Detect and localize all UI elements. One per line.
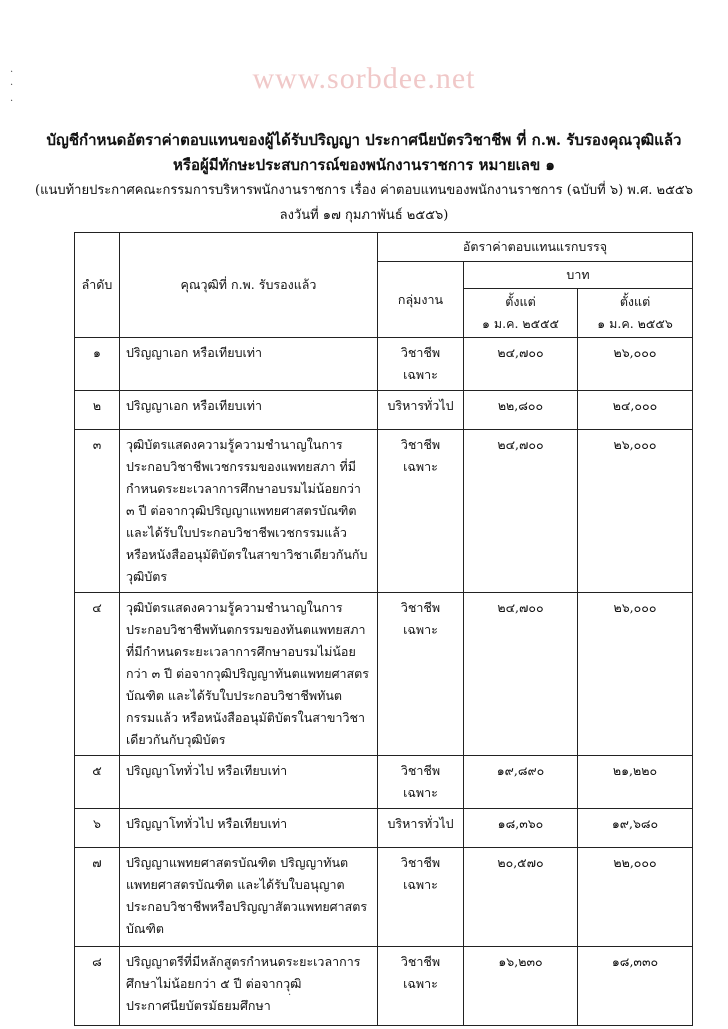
table-row (75, 338, 693, 391)
scan-specks: . · · (10, 64, 14, 107)
row-rate-2556: ๒๖,๐๐๐ (578, 338, 693, 391)
row-job-group: วิชาชีพเฉพาะ (378, 593, 464, 756)
header-from-2555: ตั้งแต่ ๑ ม.ค. ๒๕๕๕ (464, 289, 578, 338)
row-job-group: วิชาชีพเฉพาะ (378, 848, 464, 947)
row-rate-2555: ๑๘,๓๖๐ (464, 809, 578, 848)
row-no: ๘ (75, 947, 120, 1026)
header-no: ลำดับ (75, 233, 120, 338)
row-rate-2555: ๒๔,๗๐๐ (464, 430, 578, 593)
title-line-2: หรือผู้มีทักษะประสบการณ์ของพนักงานราชการ หมายเลข ๑ (173, 156, 555, 174)
table-row (75, 947, 693, 1026)
watermark: www.sorbdee.net (252, 62, 476, 95)
row-job-group: วิชาชีพเฉพาะ (378, 756, 464, 809)
row-rate-2555: ๒๐,๕๗๐ (464, 848, 578, 947)
row-qualification: ปริญญาโททั่วไป หรือเทียบเท่า (120, 756, 378, 809)
row-no: ๕ (75, 756, 120, 809)
compensation-table (74, 232, 693, 1026)
row-rate-2556: ๒๖,๐๐๐ (578, 430, 693, 593)
header-currency: บาท (464, 262, 693, 289)
document-heading (0, 128, 728, 228)
title-line-1: บัญชีกำหนดอัตราค่าตอบแทนของผู้ได้รับปริญญา ประกาศนียบัตรวิชาชีพ ที่ ก.พ. รับรองคุณวุฒิแล้ว (46, 131, 682, 149)
row-no: ๒ (75, 391, 120, 430)
table-row (75, 391, 693, 430)
row-qualification: ปริญญาตรีที่มีหลักสูตรกำหนดระยะเวลาการศึกษาไม่น้อยกว่า ๕ ปี ต่อจากวุฒิประกาศนียบัตรมัธยมศึกษา (120, 947, 378, 1026)
row-rate-2555: ๑๙,๘๙๐ (464, 756, 578, 809)
row-qualification: ปริญญาแพทยศาสตรบัณฑิต ปริญญาทันตแพทยศาสตรบัณฑิต และได้รับใบอนุญาตประกอบวิชาชีพหรือปริญญาสัตวแพทยศาสตรบัณฑิต (120, 848, 378, 947)
row-rate-2555: ๑๖,๒๓๐ (464, 947, 578, 1026)
row-no: ๓ (75, 430, 120, 593)
row-job-group: วิชาชีพเฉพาะ (378, 430, 464, 593)
row-no: ๖ (75, 809, 120, 848)
row-no: ๔ (75, 593, 120, 756)
row-job-group: วิชาชีพเฉพาะ (378, 338, 464, 391)
row-qualification: ปริญญาเอก หรือเทียบเท่า (120, 338, 378, 391)
table-row (75, 809, 693, 848)
row-qualification: ปริญญาเอก หรือเทียบเท่า (120, 391, 378, 430)
row-no: ๗ (75, 848, 120, 947)
row-job-group: บริหารทั่วไป (378, 391, 464, 430)
footer-mark: · (288, 990, 292, 1001)
header-job-group: กลุ่มงาน (378, 262, 464, 338)
row-qualification: วุฒิบัตรแสดงความรู้ความชำนาญในการประกอบวิชาชีพเวชกรรมของแพทยสภา ที่มีกำหนดระยะเวลาการศึกษาอบรมไม่น้อยกว่า ๓ ปี ต่อจากวุฒิปริญญาแพทยศาสตรบัณฑิต และได้รับใบประกอบวิชาชีพเวชกรรมแล้ว หรือหนังสืออนุมัติบัตรในสาขาวิชาเดียวกันกับวุฒิบัตร (120, 430, 378, 593)
row-rate-2556: ๑๘,๓๓๐ (578, 947, 693, 1026)
table-row (75, 756, 693, 809)
table-row (75, 430, 693, 593)
row-job-group: บริหารทั่วไป (378, 809, 464, 848)
row-rate-2555: ๒๒,๘๐๐ (464, 391, 578, 430)
row-rate-2556: ๒๖,๐๐๐ (578, 593, 693, 756)
header-qualification: คุณวุฒิที่ ก.พ. รับรองแล้ว (120, 233, 378, 338)
header-from-2556: ตั้งแต่ ๑ ม.ค. ๒๕๕๖ (578, 289, 693, 338)
row-qualification: ปริญญาโททั่วไป หรือเทียบเท่า (120, 809, 378, 848)
row-no: ๑ (75, 338, 120, 391)
row-qualification: วุฒิบัตรแสดงความรู้ความชำนาญในการประกอบวิชาชีพทันตกรรมของทันตแพทยสภา ที่มีกำหนดระยะเวลาการศึกษาอบรมไม่น้อยกว่า ๓ ปี ต่อจากวุฒิปริญญาทันตแพทยศาสตรบัณฑิต และได้รับใบประกอบวิชาชีพทันตกรรมแล้ว หรือหนังสืออนุมัติบัตรในสาขาวิชาเดียวกันกับวุฒิบัตร (120, 593, 378, 756)
row-rate-2555: ๒๔,๗๐๐ (464, 338, 578, 391)
table-row (75, 848, 693, 947)
row-job-group: วิชาชีพเฉพาะ (378, 947, 464, 1026)
row-rate-2556: ๒๒,๐๐๐ (578, 848, 693, 947)
row-rate-2556: ๑๙,๖๘๐ (578, 809, 693, 848)
header-rate-group: อัตราค่าตอบแทนแรกบรรจุ (378, 233, 693, 262)
table-row (75, 593, 693, 756)
row-rate-2555: ๒๔,๗๐๐ (464, 593, 578, 756)
subtitle-line-2: ลงวันที่ ๑๗ กุมภาพันธ์ ๒๕๕๖) (279, 208, 449, 223)
row-rate-2556: ๒๑,๒๒๐ (578, 756, 693, 809)
subtitle-line-1: (แนบท้ายประกาศคณะกรรมการบริหารพนักงานราชการ เรื่อง ค่าตอบแทนของพนักงานราชการ (ฉบับที่ ๖) พ.ศ. ๒๕๕๖ (35, 183, 693, 198)
row-rate-2556: ๒๔,๐๐๐ (578, 391, 693, 430)
